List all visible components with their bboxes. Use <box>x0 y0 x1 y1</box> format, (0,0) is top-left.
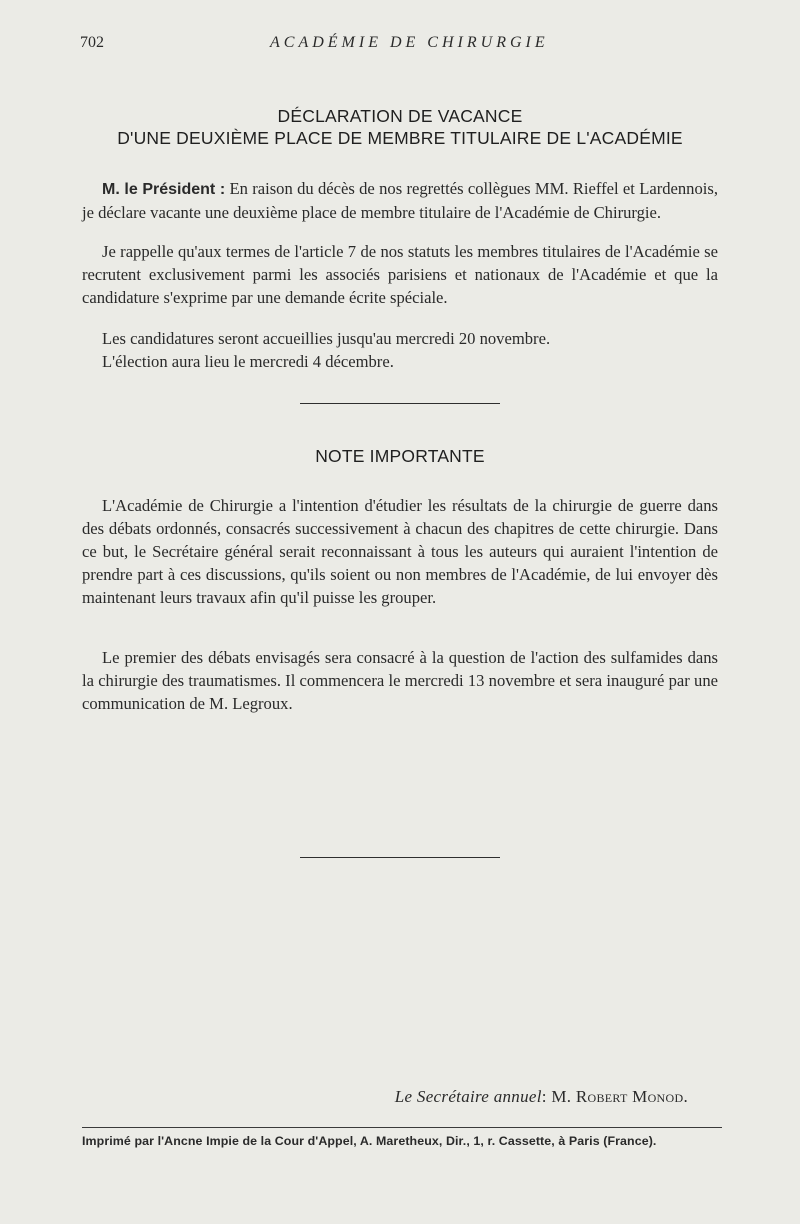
section-title-vacancy: DÉCLARATION DE VACANCE <box>277 106 523 126</box>
page-number: 702 <box>80 34 104 51</box>
paragraph-war-surgery <box>82 494 718 609</box>
paragraph-text: Les candidatures seront accueillies jusqu'au mercredi 20 novembre. <box>102 329 551 348</box>
paragraph-candidatures <box>82 327 718 350</box>
running-header <box>80 34 720 58</box>
paragraph-election-date <box>82 350 718 373</box>
section-subtitle-vacancy: D'UNE DEUXIÈME PLACE DE MEMBRE TITULAIRE DE L'ACADÉMIE <box>117 128 683 148</box>
printer-imprint: Imprimé par l'Ancne Impie de la Cour d'Appel, A. Maretheux, Dir., 1, r. Cassette, à Paris (France). <box>82 1134 657 1148</box>
section-title-note: NOTE IMPORTANTE <box>315 446 485 466</box>
imprint-divider <box>82 1127 722 1128</box>
section-divider <box>300 857 500 858</box>
journal-title: ACADÉMIE DE CHIRURGIE <box>270 34 549 51</box>
paragraph-text: L'élection aura lieu le mercredi 4 décembre. <box>102 352 394 371</box>
paragraph-president-statement <box>82 177 718 224</box>
speaker-label: M. le Président : <box>102 181 226 198</box>
paragraph-text: L'Académie de Chirurgie a l'intention d'étudier les résultats de la chirurgie de guerre dans des débats ordonnés, consacrés successivement à chacun des chapitres de cette chirurgie. Dans ce but, le Secrétaire général serait reconnaissant à tous les auteurs qui auraient l'intention de prendre part à ces discussions, qu'ils soient ou non membres de l'Académie, de lui envoyer dès maintenant leurs travaux afin qu'il puisse les grouper. <box>82 496 718 608</box>
paragraph-statutes <box>82 240 718 309</box>
signatory-role: Le Secrétaire annuel <box>394 1087 542 1106</box>
paragraph-text: Le premier des débats envisagés sera consacré à la question de l'action des sulfamides dans la chirurgie des traumatismes. Il commencera le mercredi 13 novembre et sera inauguré par une communication de M. Legroux. <box>82 648 718 714</box>
paragraph-text: En raison du décès de nos regrettés collègues MM. Rieffel et Lardennois, je déclare vacante une deuxième place de membre titulaire de l'Académie de Chirurgie. <box>82 179 718 223</box>
signature-line: Le Secrétaire annuel: M. Robert Monod. <box>394 1087 688 1106</box>
paragraph-first-debate <box>82 646 718 715</box>
signatory-name: M. Robert Monod. <box>551 1087 688 1106</box>
section-divider <box>300 403 500 404</box>
paragraph-text: Je rappelle qu'aux termes de l'article 7 de nos statuts les membres titulaires de l'Académie se recrutent exclusivement parmi les associés parisiens et nationaux de l'Académie et que la candidature s'exprime par une demande écrite spéciale. <box>82 242 718 308</box>
